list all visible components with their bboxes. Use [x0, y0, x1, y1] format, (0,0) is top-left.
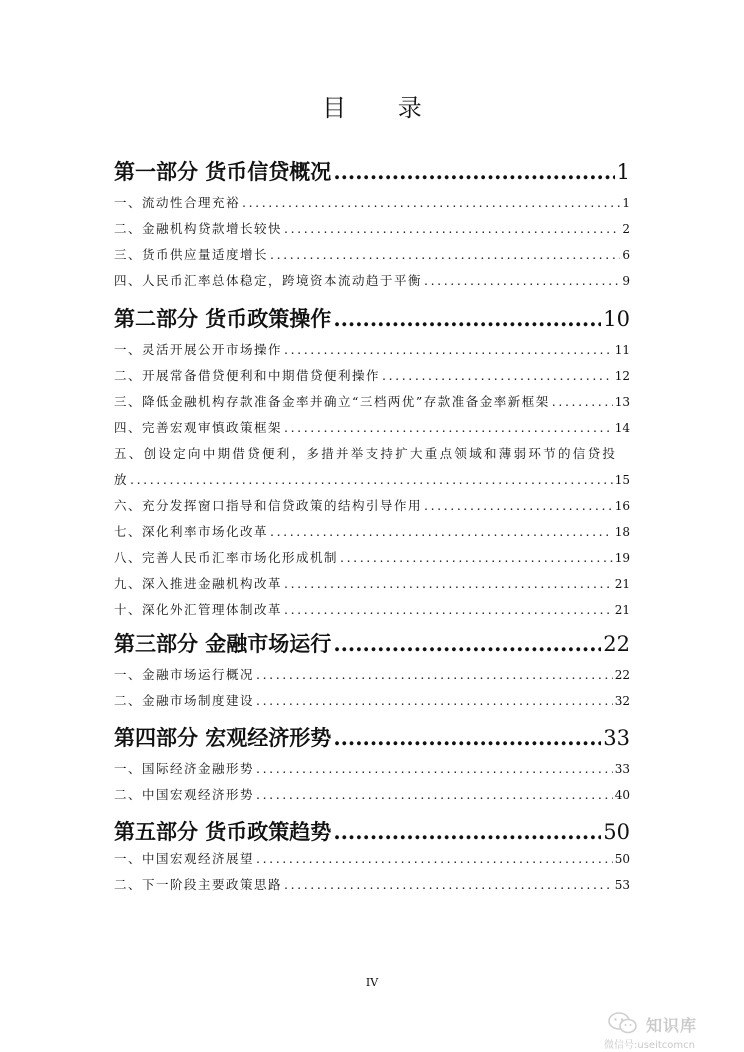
- toc-entry[interactable]: [114, 786, 630, 804]
- toc-page-number: 11: [614, 343, 630, 357]
- toc-entry-text: 七、深化利率市场化改革: [114, 524, 269, 539]
- watermark-account: 微信号:useitcomcn: [604, 1040, 695, 1051]
- toc-entry[interactable]: [114, 220, 630, 238]
- toc-leader-dots: [256, 760, 613, 778]
- toc-page-number: 21: [614, 603, 630, 617]
- toc-leader-dots: [284, 601, 613, 619]
- toc-page-number: 9: [622, 274, 630, 288]
- toc-part-heading[interactable]: [114, 818, 630, 846]
- toc-entry-text: 二、下一阶段主要政策思路: [114, 877, 283, 892]
- toc-leader-dots: [256, 850, 613, 868]
- toc-page-number: 1: [622, 196, 630, 210]
- toc-entry[interactable]: [114, 601, 630, 619]
- toc-entry-text: 二、开展常备借贷便利和中期借贷便利操作: [114, 368, 381, 383]
- toc-leader-dots: [284, 575, 613, 593]
- toc-entry-text: 二、中国宏观经济形势: [114, 787, 255, 802]
- toc-entry-text: 三、降低金融机构存款准备金率并确立“三档两优”存款准备金率新框架: [114, 394, 550, 409]
- toc-entry[interactable]: [114, 471, 630, 489]
- toc-entry-text: 一、流动性合理充裕: [114, 195, 241, 210]
- toc-leader-dots: [270, 523, 613, 541]
- toc-entry[interactable]: [114, 393, 630, 411]
- toc-entry-text: 一、灵活开展公开市场操作: [114, 342, 283, 357]
- toc-leader-dots: [333, 305, 601, 333]
- toc-part-heading[interactable]: [114, 724, 630, 752]
- toc-entry-text: 二、金融市场制度建设: [114, 693, 255, 708]
- toc-page-number: 19: [614, 551, 630, 565]
- toc-page-number: 1: [616, 160, 630, 184]
- toc-entry-text: 第五部分 货币政策趋势: [114, 819, 332, 844]
- toc-entry[interactable]: [114, 194, 630, 212]
- watermark: [604, 1010, 734, 1050]
- toc-entry-text: 九、深入推进金融机构改革: [114, 576, 283, 591]
- toc-entry-text: 一、国际经济金融形势: [114, 761, 255, 776]
- toc-entry[interactable]: [114, 692, 630, 710]
- toc-entry-text: 五、创设定向中期借贷便利，多措并举支持扩大重点领域和薄弱环节的信贷投: [114, 446, 618, 461]
- toc-entry[interactable]: [114, 419, 630, 437]
- toc-entry-text: 第四部分 宏观经济形势: [114, 725, 332, 750]
- toc-leader-dots: [284, 876, 613, 894]
- watermark-name: 知识库: [646, 1016, 698, 1035]
- toc-page-number: 33: [614, 762, 630, 776]
- toc-entry[interactable]: [114, 666, 630, 684]
- wechat-icon: [608, 1012, 638, 1034]
- toc-entry[interactable]: [114, 876, 630, 894]
- page-title: 目 录: [322, 94, 444, 122]
- toc-entry[interactable]: [114, 341, 630, 359]
- toc-leader-dots: [340, 549, 613, 567]
- toc-page-number: 10: [603, 307, 630, 331]
- toc-entry-text: 一、中国宏观经济展望: [114, 851, 255, 866]
- toc-entry-text: 放: [114, 472, 129, 487]
- toc-entry[interactable]: [114, 246, 630, 264]
- toc-leader-dots: [284, 341, 613, 359]
- toc-leader-dots: [256, 786, 613, 804]
- toc-page-number: 18: [614, 525, 630, 539]
- toc-entry-text: 第一部分 货币信贷概况: [114, 159, 332, 184]
- toc-page-number: 50: [614, 852, 630, 866]
- page-number: IV: [365, 976, 379, 989]
- toc-page-number: 12: [614, 369, 630, 383]
- toc-entry-text: 二、金融机构贷款增长较快: [114, 221, 283, 236]
- toc-entry[interactable]: [114, 850, 630, 868]
- toc-leader-dots: [424, 272, 620, 290]
- toc-page-number: 16: [614, 499, 630, 513]
- toc-page-number: 32: [614, 694, 630, 708]
- toc-entry-text: 八、完善人民币汇率市场化形成机制: [114, 550, 339, 565]
- toc-entry-text: 三、货币供应量适度增长: [114, 247, 269, 262]
- toc-leader-dots: [424, 497, 613, 515]
- toc-page-number: 14: [614, 421, 630, 435]
- toc-page-number: 22: [603, 632, 630, 656]
- toc-page-number: 21: [614, 577, 630, 591]
- toc-leader-dots: [256, 666, 613, 684]
- toc-page-number: 40: [614, 788, 630, 802]
- toc-leader-dots: [333, 630, 601, 658]
- toc-part-heading[interactable]: [114, 630, 630, 658]
- toc-entry[interactable]: [114, 367, 630, 385]
- toc-page-number: 13: [614, 395, 630, 409]
- toc-leader-dots: [552, 393, 613, 411]
- toc-page-number: 2: [622, 222, 630, 236]
- toc-leader-dots: [270, 246, 620, 264]
- toc-page-number: 15: [614, 473, 630, 487]
- toc-page-number: 33: [603, 726, 630, 750]
- toc-page-number: 22: [614, 668, 630, 682]
- toc-leader-dots: [382, 367, 613, 385]
- toc-leader-dots: [284, 419, 613, 437]
- toc-entry-text: 一、金融市场运行概况: [114, 667, 255, 682]
- toc-leader-dots: [256, 692, 613, 710]
- toc-entry-text: 第三部分 金融市场运行: [114, 631, 332, 656]
- toc-entry[interactable]: [114, 497, 630, 515]
- toc-entry-text: 四、人民币汇率总体稳定，跨境资本流动趋于平衡: [114, 273, 423, 288]
- toc-leader-dots: [242, 194, 620, 212]
- toc-entry-text: 十、深化外汇管理体制改革: [114, 602, 283, 617]
- toc-page-number: 53: [614, 878, 630, 892]
- toc-leader-dots: [333, 724, 601, 752]
- toc-entry[interactable]: [114, 272, 630, 290]
- toc-part-heading[interactable]: [114, 158, 630, 186]
- toc-leader-dots: [333, 158, 614, 186]
- toc-entry[interactable]: [114, 575, 630, 593]
- toc-page-number: 50: [603, 820, 630, 844]
- toc-leader-dots: [333, 818, 601, 846]
- toc-entry-text: 第二部分 货币政策操作: [114, 306, 332, 331]
- toc-part-heading[interactable]: [114, 305, 630, 333]
- toc-entry[interactable]: [114, 549, 630, 567]
- toc-leader-dots: [130, 471, 613, 489]
- toc-entry[interactable]: [114, 523, 630, 541]
- toc-leader-dots: [284, 220, 620, 238]
- toc-entry-text: 六、充分发挥窗口指导和信贷政策的结构引导作用: [114, 498, 423, 513]
- toc-entry[interactable]: [114, 760, 630, 778]
- toc-entry-text: 四、完善宏观审慎政策框架: [114, 420, 283, 435]
- toc-page-number: 6: [622, 248, 630, 262]
